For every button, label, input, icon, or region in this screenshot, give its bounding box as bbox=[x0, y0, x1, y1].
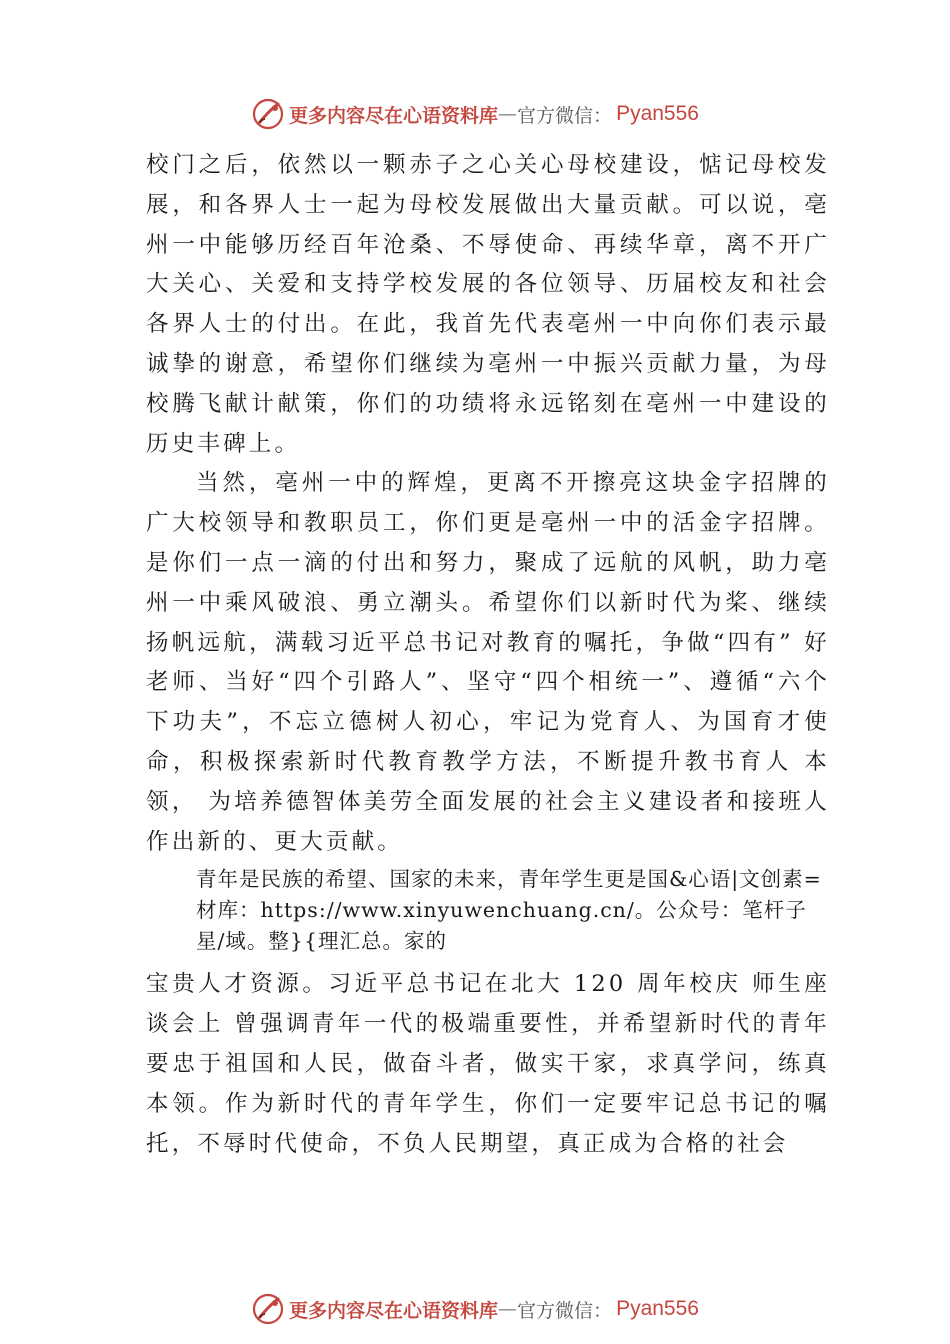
footer-dash: — bbox=[498, 1298, 518, 1320]
paragraph-2: 当然，亳州一中的辉煌，更离不开擦亮这块金字招牌的广大校领导和教职员工，你们更是亳州一中的活金字招牌。是你们一点一滴的付出和努力，聚成了远航的风帆，助力亳州一中乘风破浪、勇立潮头。希望你们以新时代为桨、继续扬帆远航，满载习近平总书记对教育的嘱托，争做“四有” 好老师、当好“四个引路人”、坚守“四个相统一”、遵循“六个下功夫”，不忘立德树人初心，牢记为党育人、为国育才使 命，积极探索新时代教育教学方法，不断提升教书育人 本领， 为培养德智体美劳全面发展的社会主义建设者和接班人作出新的、更大贡献。 bbox=[146, 470, 830, 855]
watermark-insert-paragraph: 青年是民族的希望、国家的未来，青年学生更是国&心语|文创素=材库：https://www.xinyuwenchuang.cn/。公众号：笔杆子星/域。整}{理汇总。家的 bbox=[196, 867, 822, 954]
paragraph-1: 校门之后，依然以一颗赤子之心关心母校建设，惦记母校发展，和各界人士一起为母校发展做出大量贡献。可以说，亳州一中能够历经百年沧桑、不辱使命、再续华章，离不开广大关心、关爱和支持学校发展的各位领导、历届校友和社会各界人士的付出。在此，我首先代表亳州一中向你们表示最诚挚的谢意，希望你们继续为亳州一中振兴贡献力量，为母校腾飞献计献策，你们的功绩将永远铭刻在亳州一中建设的历史丰碑上。 bbox=[146, 152, 830, 457]
header-wechat-id: Pyan556 bbox=[616, 102, 699, 125]
footer-official-label: 官方微信： bbox=[517, 1299, 613, 1322]
paragraph-4: 宝贵人才资源。习近平总书记在北大 120 周年校庆 师生座谈会上 曾强调青年一代的极端重要性，并希望新时代的青年要忠于祖国和人民，做奋斗者，做实干家，求真学问，练真本领。作为新时代的青年学生，你们一定要牢记总书记的嘱托，不辱时代使命，不负人民期望，真正成为合格的社会 bbox=[146, 971, 830, 1157]
footer-brand-text: 更多内容尽在心语资料库 bbox=[289, 1299, 499, 1322]
header-official-label: 官方微信： bbox=[517, 104, 613, 127]
brush-logo-icon bbox=[251, 1292, 285, 1326]
footer-wechat-id: Pyan556 bbox=[616, 1297, 699, 1320]
document-body bbox=[146, 146, 830, 1164]
brush-logo-icon bbox=[251, 97, 285, 131]
footer-banner bbox=[0, 1289, 950, 1329]
header-banner bbox=[0, 94, 950, 134]
header-dash: — bbox=[498, 103, 518, 125]
header-brand-text: 更多内容尽在心语资料库 bbox=[289, 104, 499, 127]
